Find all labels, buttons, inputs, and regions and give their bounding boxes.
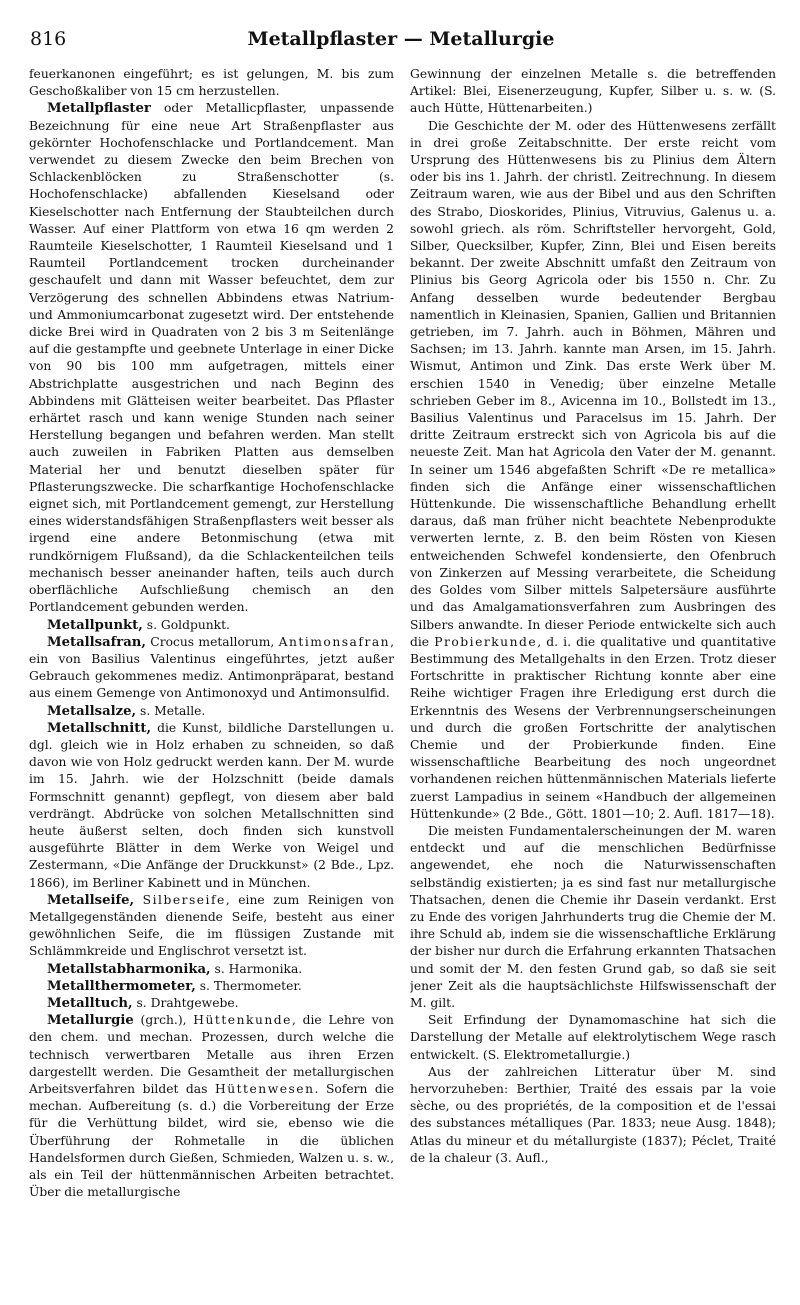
entry-metallurgie [29,1012,394,1201]
headword: Metallurgie [47,1013,134,1029]
headword: Metallsafran, [47,634,146,650]
entry-metalltuch [29,995,394,1012]
page-number: 816 [30,28,67,50]
headword: Metallthermometer, [47,978,196,994]
headword: Metallschnitt, [47,720,152,736]
headword: Metallstabharmonika, [47,961,211,977]
entry-metallthermometer [29,978,394,995]
entry-text: s. Drahtgewebe. [132,995,239,1010]
headword: Metallsalze, [47,703,137,719]
spaced-term: Hüttenkunde [193,1013,292,1028]
page-header [30,28,772,58]
paragraph: Gewinnung der einzelnen Metalle s. die betreffenden Artikel: Blei, Eisenerzeugung, Kupfer, Silber u. s. w. (S. auch Hütte, Hüttenarbeiten.) [410,67,776,116]
entry-text: oder Metallicpflaster, unpassende Bezeichnung für eine neue Art Straßenpflaster aus gekörnter Hochofenschlacke und Portlandcement. Man verwendet zu diesem Zwecke den beim Brechen von Schlackenblöcken zu Straßenschotter (s. Hochofenschlacke) abfallenden Kieselsand oder Kieselschotter nach Entfernung der Staubteilchen durch Wasser. Auf einer Plattform von etwa 16 qm werden 2 Raumteile Kieselschotter, 1 Raumteil Kieselsand und 1 Raumteil Portlandcement trocken durcheinander geschaufelt und dann mit Wasser befeuchtet, dem zur Verzögerung des schnellen Abbindens etwas Natrium- und Ammoniumcarbonat zugesetzt wird. Der entstehende dicke Brei wird in Quadraten von 2 bis 3 m Seitenlänge auf die gestampfte und geebnete Unterlage in einer Dicke von 90 bis 100 mm aufgetragen, mittels einer Abstrichplatte ausgestrichen und nach Beginn des Abbindens mit Glätteisen weiter bearbeitet. Das Pflaster erhärtet rasch und kann wenige Stunden nach seiner Herstellung begangen und befahren werden. Man stellt auch zuweilen in Fabriken Platten aus demselben Material her und benutzt dieselben später für Pflasterungszwecke. Die scharfkantige Hochofenschlacke eignet sich, mit Portlandcement gemengt, zur Herstellung eines widerstandsfähigen Straßenpflasters weit besser als irgend eine andere Betonmischung (etwa mit rundkörnigem Flußsand), da die Schlackenteilchen teils mechanisch besser aneinander haften, teils auch durch oberflächliche Aufschließung chemisch an den Portlandcement gebunden werden. [29,101,394,615]
entry-metallschnitt [29,720,394,892]
running-title: Metallpflaster — Metallurgie [247,28,555,50]
entry-text: s. Metalle. [136,703,206,718]
right-column [410,66,776,1299]
paragraph-literature: Aus der zahlreichen Litteratur über M. sind hervorzuheben: Berthier, Traité des essais par la voie sèche, ou des propriétés, de la composition et de l'essai des substances métalliques (Par. 1833; neue Ausg. 1848); Atlas du mineur et du métallurgiste (1837); Péclet, Traité de la chaleur (3. Aufl., [410,1064,776,1165]
entry-text: s. Thermometer. [195,978,302,993]
entry-text: , die Lehre von den chem. und mechan. Prozessen, durch welche die technisch verwertbaren Metalle aus ihren Erzen dargestellt werden. Die Gesamtheit der metallurgischen Arbeitsverfahren bildet das [29,1013,394,1096]
left-column [29,66,394,1299]
paragraph: feuerkanonen eingeführt; es ist gelungen, M. bis zum Geschoßkaliber von 15 cm herzustellen. [29,67,394,99]
entry-metallstabharmonika [29,961,394,978]
entry-text: s. Harmonika. [210,961,303,976]
paragraph-text: , d. i. die qualitative und quantitative Bestimmung des Metallgehalts in den Erzen. Trotz dieser Fortschritte in praktischer Richtung konnte aber eine Reihe wichtiger Fragen ihre Erledigung erst durch die Erkenntnis des Wesens der Verbrennungserscheinungen und durch die großen Fortschritte der analytischen Chemie und der Probierkunde finden. Eine wissenschaftliche Bearbeitung des noch ungeordnet vorhandenen reichen hüttenmännischen Materials lieferte zuerst Lampadius in seinem «Handbuch der allgemeinen Hüttenkunde» (2 Bde., Gött. 1801—10; 2. Aufl. 1817—18). [410,634,776,821]
headword: Metalltuch, [47,995,133,1011]
paragraph-history [410,118,776,823]
entry-text: , ein von Basilius Valentinus eingeführtes, jetzt außer Gebrauch gekommenes mediz. Antimonpräparat, bestand aus einem Gemenge von Antimonoxyd und Antimonsulfid. [29,634,394,701]
headword: Metallseife, [47,892,135,908]
entry-metallsafran [29,634,394,703]
entry-metallpflaster [29,100,394,616]
headword: Metallpflaster [47,101,151,117]
headword: Metallpunkt, [47,617,143,633]
paragraph-text: Die Geschichte der M. oder des Hüttenwesens zerfällt in drei große Zeitabschnitte. Der erste reicht vom Ursprung des Hüttenwesens bis zu Plinius dem Ältern oder bis ins 1. Jahrh. der christl. Zeitrechnung. In diesem Zeitraum waren, wie aus der Bibel und aus den Schriften des Strabo, Dioskorides, Plinius, Vitruvius, Galenus u. a. sowohl griech. als röm. Schriftsteller hervorgeht, Gold, Silber, Quecksilber, Kupfer, Zinn, Blei und Eisen bereits bekannt. Der zweite Abschnitt umfaßt den Zeitraum von Plinius bis Georg Agricola oder bis 1550 n. Chr. Zu Anfang desselben wurde bedeutender Bergbau namentlich in Kleinasien, Spanien, Gallien und Britannien getrieben, im 7. Jahrh. auch in Böhmen, Mähren und Sachsen; im 13. Jahrh. kannte man Arsen, im 15. Jahrh. Wismut, Antimon und Zink. Das erste Werk über M. erschien 1540 in Venedig; über einzelne Metalle schrieben Geber im 8., Avicenna im 10., Bollstedt im 13., Basilius Valentinus und Paracelsus im 15. Jahrh. Der dritte Zeitraum erstreckt sich von Agricola bis auf die neueste Zeit. Man hat Agricola den Vater der M. genannt. In seiner um 1546 abgefaßten Schrift «De re metallica» finden sich die Anfänge einer wissenschaftlichen Hüttenkunde. Die wissenschaftliche Behandlung erhellt daraus, daß man früher nicht beachtete Nebenprodukte verwerten lernte, z. B. den beim Rösten von Kiesen entweichenden Schwefel kondensierte, den Ofenbruch von Zinkerzen auf Messing verarbeitete, die Scheidung des Goldes vom Silber mittels Salpetersäure ausführte und das Amalgamationsverfahren zum Ausbringen des Silbers anwandte. In dieser Periode entwickelte sich auch die [410,118,776,649]
spaced-term: Silberseife [142,892,226,907]
paragraph: Die meisten Fundamentalerscheinungen der M. waren entdeckt und auf die menschlichen Bedürfnisse angewendet, ehe noch die Naturwissenschaften selbständig existierten; ja es sind fast nur metallurgische Thatsachen, denen die Chemie ihr Dasein verdankt. Erst zu Ende des vorigen Jahrhunderts trug die Chemie der M. ihre Schuld ab, indem sie die wissenschaftliche Erklärung der bisher nur durch die Erfahrung erkannten Thatsachen und somit der M. den festen Grund gab, so daß sie seit jener Zeit als die hauptsächlichste Hilfswissenschaft der M. gilt. [410,823,776,1010]
spaced-term: Antimonsafran [278,634,391,649]
entry-metallpunkt [29,617,394,634]
spaced-term: Hüttenwesen [214,1081,315,1096]
paragraph: Seit Erfindung der Dynamomaschine hat sich die Darstellung der Metalle auf elektrolytischem Wege rasch entwickelt. (S. Elektrometallurgie.) [410,1013,776,1062]
entry-text: s. Goldpunkt. [142,617,230,632]
entry-metallsalze [29,703,394,720]
entry-metallseife [29,892,394,961]
entry-text: die Kunst, bildliche Darstellungen u. dgl. gleich wie in Holz erhaben zu schneiden, so daß davon wie von Holz gedruckt werden kann. Der M. wurde im 15. Jahrh. wie der Holzschnitt (beide damals Formschnitt genannt) gepflegt, von diesem aber bald verdrängt. Abdrücke von solchen Metallschnitten sind heute äußerst selten, doch finden sich kunstvoll ausgeführte Blätter in dem Werke von Weigel und Zestermann, «Die Anfänge der Druckkunst» (2 Bde., Lpz. 1866), im Berliner Kabinett und in München. [29,720,394,890]
spaced-term: Probierkunde [434,634,538,649]
entry-text: , eine zum Reinigen von Metallgegenständen dienende Seife, besteht aus einer gewöhnlichen Seife, die im flüssigen Zustande mit Schlämmkreide und Englischrot versetzt ist. [29,892,394,959]
entry-text: (grch.), [133,1013,194,1028]
entry-text: Crocus metallorum, [145,634,279,649]
entry-text: . Sofern die mechan. Aufbereitung (s. d.) die Vorbereitung der Erze für die Verhüttung bildet, wird sie, ebenso wie die Überführung der Rohmetalle in die üblichen Handelsformen durch Gießen, Schmieden, Walzen u. s. w., als ein Teil der hüttenmännischen Arbeiten betrachtet. Über die metallurgische [29,1081,394,1200]
